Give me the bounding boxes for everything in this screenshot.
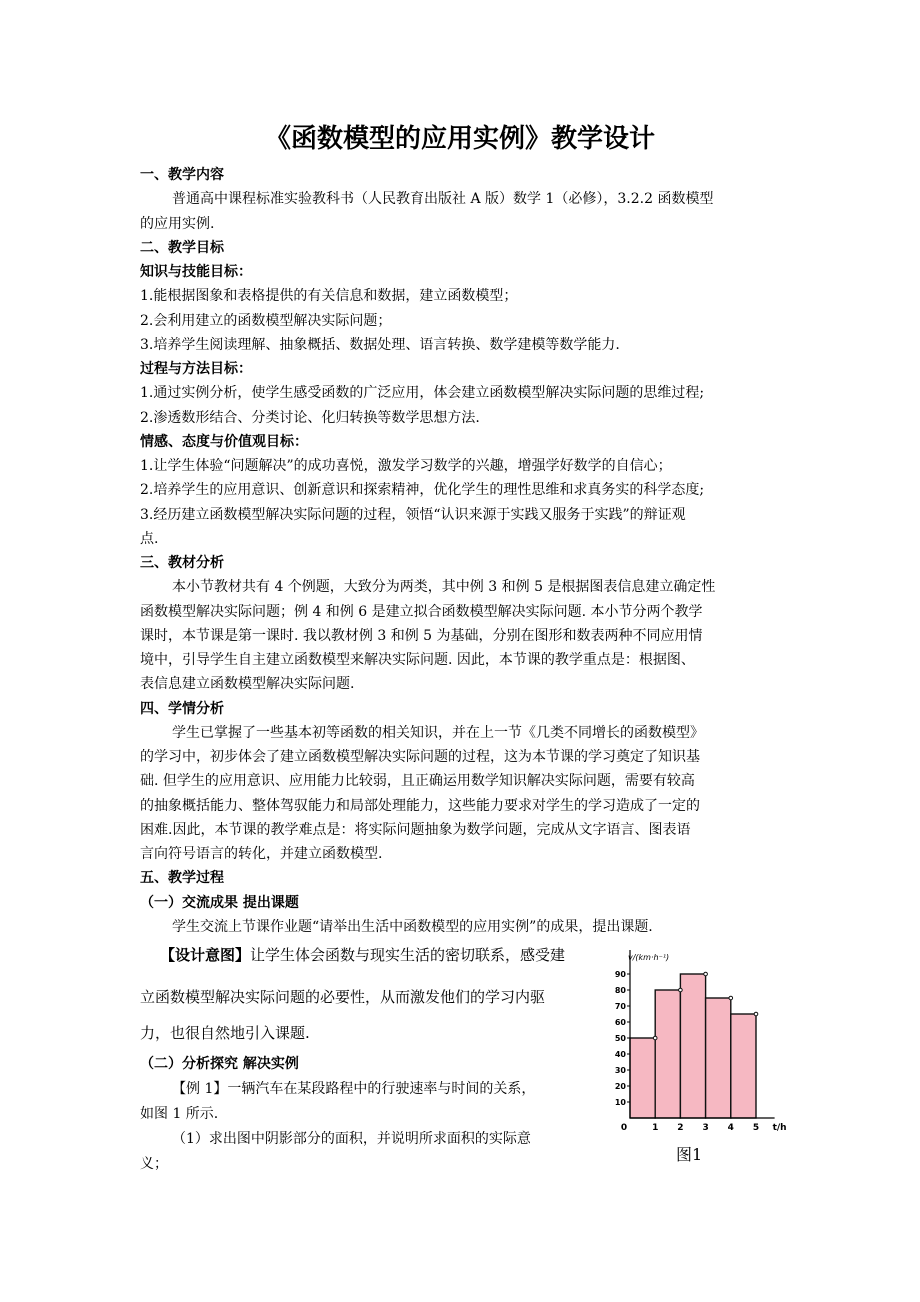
design-intent-text-1: 让学生体会函数与现实生活的密切联系，感受建 <box>250 946 566 964</box>
paragraph-line: 学生交流上节课作业题“请举出生活中函数模型的应用实例”的成果，提出课题. <box>172 918 653 935</box>
paragraph-line: 普通高中课程标准实验教科书（人民教育出版社 A 版）数学 1（必修），3.2.2 函数模型 <box>172 191 714 208</box>
section-heading: （二）分析探究 解决实例 <box>140 1056 299 1072</box>
paragraph-line: 学生已掌握了一些基本初等函数的相关知识，并在上一节《几类不同增长的函数模型》 <box>172 724 704 741</box>
paragraph-line: 的应用实例. <box>140 215 215 232</box>
paragraph-line: 3.培养学生阅读理解、抽象概括、数据处理、语言转换、数学建模等数学能力. <box>140 336 620 353</box>
y-tick-label: 20 <box>614 1082 626 1091</box>
section-heading: 一、教学内容 <box>140 167 224 183</box>
paragraph-line: 础. 但学生的应用意识、应用能力比较弱，且正确运用数学知识解决实际问题，需要有较高 <box>140 773 695 790</box>
x-tick-label: 0 <box>620 1123 628 1133</box>
y-tick-label: 30 <box>614 1066 626 1075</box>
section-heading: 情感、态度与价值观目标： <box>140 433 308 450</box>
bar <box>680 974 705 1118</box>
paragraph-line: （1）求出图中阴影部分的面积，并说明所求面积的实际意 <box>172 1131 531 1147</box>
paragraph-line: 函数模型解决实际问题；例 4 和例 6 是建立拟合函数模型解决实际问题. 本小节分两个教学 <box>140 603 703 620</box>
bar-end-point <box>729 996 733 1000</box>
section-heading: 四、学情分析 <box>140 700 224 717</box>
section-heading: 五、教学过程 <box>140 870 224 887</box>
y-tick-label: 80 <box>614 986 626 995</box>
x-tick-label: 4 <box>727 1123 734 1133</box>
x-tick-label: 2 <box>677 1123 684 1133</box>
y-axis-label: v/(km·h⁻¹) <box>628 953 670 962</box>
paragraph-line: 表信息建立函数模型解决实际问题. <box>140 676 355 693</box>
paragraph-line: 义； <box>140 1156 168 1172</box>
paragraph-line: 3.经历建立函数模型解决实际问题的过程，领悟“认识来源于实践又服务于实践”的辩证观 <box>140 506 686 523</box>
bar <box>706 998 731 1118</box>
page-title: 《函数模型的应用实例》教学设计 <box>264 124 655 154</box>
x-tick-label: 5 <box>752 1123 760 1133</box>
section-heading: 二、教学目标 <box>140 239 224 256</box>
section-heading: 三、教材分析 <box>140 555 224 571</box>
y-tick-label: 90 <box>614 970 626 979</box>
y-tick-label: 10 <box>614 1098 626 1107</box>
x-tick-label: 1 <box>652 1123 659 1133</box>
design-intent-line-1 <box>160 944 565 965</box>
section-heading: （一）交流成果 提出课题 <box>140 894 299 911</box>
paragraph-line: 2.会利用建立的函数模型解决实际问题； <box>140 312 392 329</box>
paragraph-line: 2.渗透数形结合、分类讨论、化归转换等数学思想方法. <box>140 409 480 426</box>
section-heading: 过程与方法目标： <box>140 361 252 377</box>
design-intent-line-2: 立函数模型解决实际问题的必要性，从而激发他们的学习内驱 <box>140 988 546 1006</box>
paragraph-line: 本小节教材共有 4 个例题，大致分为两类，其中例 3 和例 5 是根据图表信息建立确定性 <box>172 579 716 596</box>
y-tick-label: 70 <box>614 1002 626 1011</box>
paragraph-line: 困难.因此，本节课的教学难点是：将实际问题抽象为数学问题，完成从文字语言、图表语 <box>140 821 691 838</box>
design-intent-line-3: 力，也很自然地引入课题. <box>140 1024 310 1042</box>
paragraph-line: 境中，引导学生自主建立函数模型来解决实际问题. 因此，本节课的教学重点是：根据图、 <box>140 652 695 668</box>
design-intent-label: 【设计意图】 <box>160 946 251 964</box>
paragraph-line: 2.培养学生的应用意识、创新意识和探索精神，优化学生的理性思维和求真务实的科学态度; <box>140 482 705 499</box>
bar-end-point <box>679 988 683 992</box>
bar <box>731 1014 756 1118</box>
bar-end-point <box>653 1036 657 1040</box>
bar-end-point <box>704 972 708 976</box>
paragraph-line: 1.能根据图象和表格提供的有关信息和数据，建立函数模型； <box>140 288 518 305</box>
paragraph-line: 的学习中，初步体会了建立函数模型解决实际问题的过程，这为本节课的学习奠定了知识基 <box>140 749 700 765</box>
y-tick-label: 50 <box>614 1034 626 1043</box>
x-axis-label: t/h <box>772 1123 787 1133</box>
bar <box>630 1038 655 1118</box>
figure-caption: 图1 <box>676 1145 703 1164</box>
bar <box>655 990 680 1118</box>
paragraph-line: 如图 1 所示. <box>140 1106 219 1122</box>
paragraph-line: 的抽象概括能力、整体驾驭能力和局部处理能力，这些能力要求对学生的学习造成了一定的 <box>140 797 700 814</box>
section-heading: 知识与技能目标： <box>140 264 252 280</box>
y-tick-label: 60 <box>614 1018 626 1027</box>
paragraph-line: 言向符号语言的转化，并建立函数模型. <box>140 846 383 862</box>
paragraph-line: 课时，本节课是第一课时. 我以教材例 3 和例 5 为基础，分别在图形和数表两种不同应用情 <box>140 627 703 644</box>
speed-time-chart <box>610 948 810 1138</box>
y-tick-label: 40 <box>614 1050 626 1059</box>
x-tick-label: 3 <box>702 1123 709 1133</box>
paragraph-line: 【例 1】一辆汽车在某段路程中的行驶速率与时间的关系， <box>172 1081 536 1097</box>
bar-end-point <box>754 1012 758 1016</box>
paragraph-line: 1.通过实例分析，使学生感受函数的广泛应用，体会建立函数模型解决实际问题的思维过程; <box>140 385 705 402</box>
paragraph-line: 1.让学生体验“问题解决”的成功喜悦，激发学习数学的兴趣，增强学好数学的自信心； <box>140 458 672 474</box>
paragraph-line: 点. <box>140 530 159 547</box>
